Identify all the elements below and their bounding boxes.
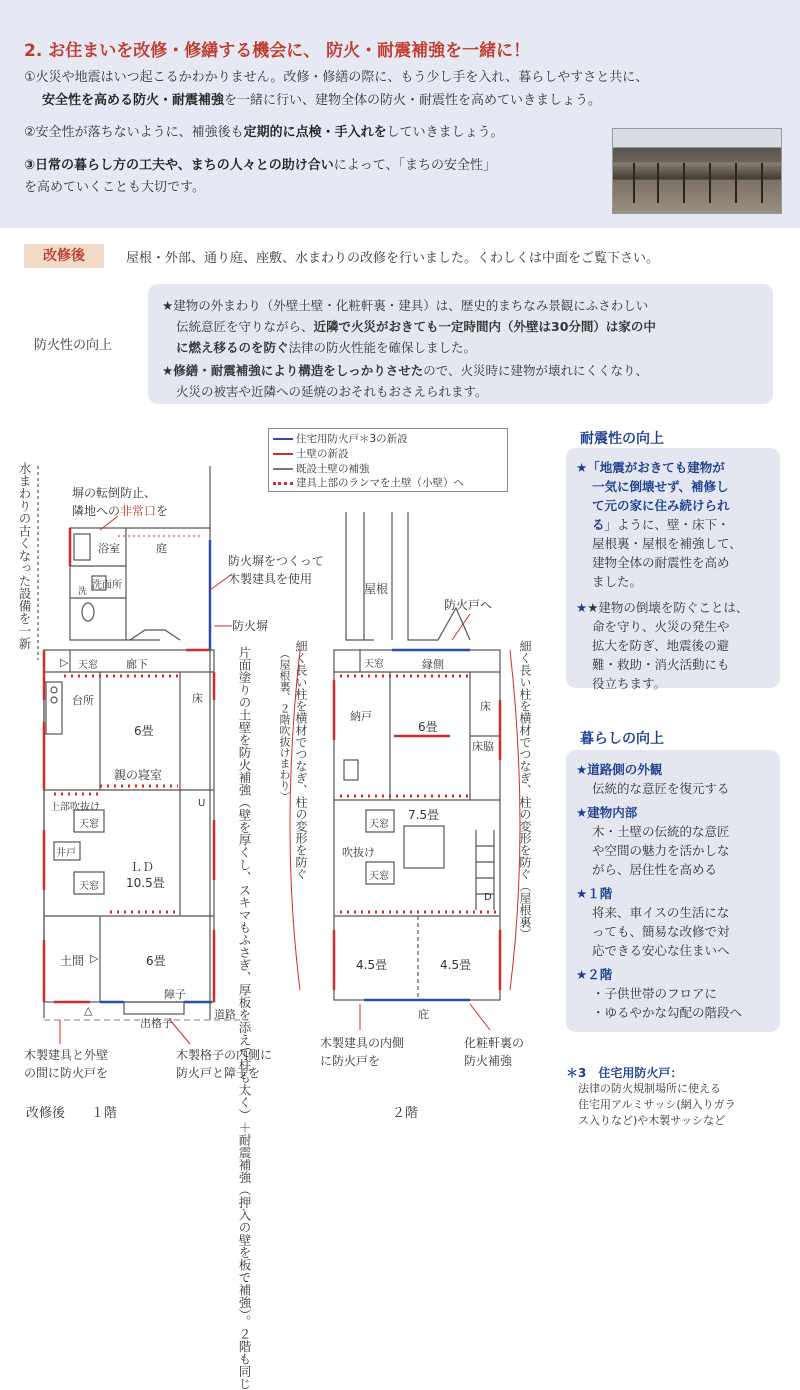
fire-label: 防火性の向上: [34, 338, 113, 353]
quake-c3: 拡大を防ぎ、地震後の避: [592, 638, 730, 653]
road-label: 道路: [214, 1008, 236, 1021]
plan1-note-b1a: 木製建具と外壁: [24, 1048, 109, 1062]
quake-b2: 一気に倒壊せず、補修し: [592, 479, 729, 494]
intro-line-5: を高めていくことも大切です。: [24, 180, 205, 195]
room-wash: 洗面所: [92, 580, 122, 591]
plan1-note-fence2: 木製建具を使用: [228, 572, 313, 586]
plan1-tri3: △: [84, 1004, 93, 1017]
plan1-note-wall1: 塀の転倒防止、: [72, 486, 157, 500]
fire-line-5: 火災の被害や近隣への延焼のおそれもおさえられます。: [176, 384, 488, 399]
life-title: 暮らしの向上: [580, 731, 664, 747]
life-t3b: っても、簡易な改修で対: [592, 924, 730, 939]
plan1-note-wall2b: 非常口: [120, 504, 157, 518]
life-h3: ★１階: [576, 886, 613, 901]
life-h1: ★道路側の外観: [576, 762, 663, 777]
after-tag: 改修後: [24, 244, 104, 268]
quake-b6: 建物全体の耐震性を高め: [592, 555, 730, 570]
room-engawa: 縁側: [422, 658, 444, 671]
footnote-l3: ス入りなど)や木製サッシなど: [578, 1114, 726, 1127]
fire-line-1: ★建物の外まわり（外壁土壁・化粧軒裏・建具）は、歴史的まちなみ景観にふさわしい: [162, 298, 649, 313]
plan1-note-b2b: 防火戸と障子を: [176, 1066, 261, 1080]
plan1-note-wall2: [72, 502, 168, 519]
legend-label-firedoor: 住宅用防火戸＊3の新設: [296, 433, 408, 445]
plan2-note-b1a: 木製建具の内側: [320, 1036, 405, 1050]
plan2-skylight-3: 天窓: [369, 871, 389, 882]
intro-line-2-bold: 安全性を高める防火・耐震補強: [42, 93, 225, 108]
life-t4a: ・子供世帯のフロアに: [592, 986, 718, 1001]
life-t2a: 木・土壁の伝統的な意匠: [592, 824, 730, 839]
quake-b7: ました。: [592, 574, 643, 589]
quake-c1: ★★建物の倒壊を防ぐことは、: [576, 600, 749, 615]
life-t2c: がら、居住性を高める: [592, 862, 718, 877]
intro-line-1: ①火災や地震はいつ起こるかわかりません。改修・修繕の際に、もう少し手を入れ、暮らしやすさと共に、: [24, 70, 649, 85]
legend-label-reinforce: 既設土壁の補強: [296, 463, 370, 475]
room-bath: 浴室: [98, 542, 120, 555]
fire-line-3-bold: に燃え移るのを防ぐ: [176, 340, 289, 355]
skylight-1: 天窓: [78, 660, 98, 671]
plan2-note-b1b: に防火戸を: [320, 1054, 381, 1068]
quake-b5: 屋根裏・屋根を補強して、: [592, 536, 742, 551]
plan1-tri2: ▷: [90, 952, 99, 965]
plan2-note-firedoor: 防火戸へ: [444, 598, 493, 612]
plan1-tri: ▷: [60, 656, 69, 669]
quake-title: 耐震性の向上: [580, 431, 664, 447]
room-koshi: 出格子: [140, 1017, 173, 1030]
life-t4b: ・ゆるやかな勾配の階段へ: [592, 1005, 743, 1020]
life-t3c: 応できる安心な住まいへ: [592, 943, 730, 958]
room-ld: ＬＤ: [130, 860, 155, 874]
skylight-2: 天窓: [79, 819, 99, 830]
quake-c1-text: ★建物の倒壊を防ぐことは、: [587, 600, 749, 615]
room-corridor: 廊下: [126, 658, 148, 671]
plan2-vnote-left2: （屋根裏、２階吹抜けまわり）: [278, 648, 291, 802]
room-kitchen: 台所: [72, 694, 94, 707]
room-ld-size: 10.5畳: [126, 876, 165, 890]
plan2-note-b2b: 防火補強: [464, 1054, 513, 1068]
well: 井戸: [56, 848, 76, 859]
plan1-note-b1b: の間に防火戸を: [24, 1066, 109, 1080]
room-doma: 土間: [60, 954, 85, 968]
fire-line-2-a: 伝統意匠を守りながら、: [176, 319, 314, 334]
room-shoji: 障子: [164, 988, 186, 1001]
intro-line-3-bold: 定期的に点検・手入れを: [243, 125, 387, 140]
room-4-5jo-1: 4.5畳: [356, 958, 388, 972]
legend-label-newwall: 土壁の新設: [296, 448, 349, 460]
room-6jo-p2: 6畳: [418, 720, 438, 734]
intro-line-2-rest: を一緒に行い、建物全体の防火・耐震性を高めていきましょう。: [224, 93, 602, 108]
quake-b4-bold: る: [592, 517, 605, 532]
quake-c4: 難・救助・消火活動にも: [592, 657, 730, 672]
plan1-note-fence-label: 防火塀: [232, 619, 269, 633]
room-wash-small: 洗: [78, 587, 88, 597]
fire-line-3-rest: 法律の防火性能を確保しました。: [288, 340, 477, 355]
quake-b4-rest: 」ように、壁・床下・: [604, 517, 730, 532]
life-h2: ★建物内部: [576, 805, 638, 820]
room-toko-p2: 床: [480, 700, 491, 713]
plan1-vnote-left: 水まわりの古くなった設備を一新: [17, 462, 32, 650]
plan2-roof: 屋根: [364, 582, 389, 596]
life-t3a: 将来、車イスの生活にな: [592, 905, 730, 920]
plan1-vnote-mid: 片面塗りの土壁を防火補強（壁を厚くし、スキマもふさぎ、厚板を添えて柱も太く）＋耐震補強（押入の壁を板で補強）。２階も同じ: [237, 646, 252, 1390]
legend-label-ramma: 建具上部のランマを土壁（小壁）へ: [296, 477, 464, 489]
plan2-note-b2a: 化粧軒裏の: [464, 1036, 525, 1050]
intro-line-4-rest: によって、「まちの安全性」: [333, 158, 496, 173]
room-master: 親の寝室: [114, 768, 163, 782]
room-6jo-2: 6畳: [146, 954, 166, 968]
life-t1: 伝統的な意匠を復元する: [592, 781, 730, 796]
skylight-3: 天窓: [79, 881, 99, 892]
intro-line-3-b: していきましょう。: [386, 125, 504, 140]
quake-c2: 命を守り、火災の発生や: [592, 619, 730, 634]
upper-fukinuke: 上部吹抜け: [50, 802, 100, 813]
fire-line-4-bold: ★修繕・耐震補強により構造をしっかりさせた: [162, 363, 424, 378]
intro-line-4-bold: ③日常の暮らし方の工夫や、まちの人々との助け合い: [24, 158, 334, 173]
room-garden: 庭: [156, 542, 167, 555]
room-tokowaki: 床脇: [472, 740, 494, 753]
intro-line-3-a: ②安全性が落ちないように、補強後も: [24, 125, 244, 140]
plan2-vnote-right: 細く長い柱を横材でつなぎ、柱の変形を防ぐ（屋根裏）: [518, 640, 532, 940]
plan2-walls: [334, 512, 500, 1000]
plan2-skylight-2: 天窓: [369, 819, 389, 830]
footnote-l1: 法律の防火規制場所に使える: [578, 1082, 721, 1095]
plan1-note-wall2c: を: [156, 504, 169, 518]
plan2-fukinuke: 吹抜け: [342, 846, 375, 859]
plan1-note-fence1: 防火塀をつくって: [228, 554, 324, 568]
room-4-5jo-2: 4.5畳: [440, 958, 472, 972]
fire-line-4-rest: ので、火災時に建物が壊れにくくなり、: [423, 363, 648, 378]
plan2-d: D: [484, 892, 492, 903]
after-text: 屋根・外部、通り庭、座敷、水まわりの改修を行いました。くわしくは中面をご覧下さい。: [126, 251, 660, 266]
plan1-note-wall2a: 隣地への: [72, 504, 121, 518]
quake-b3: て元の家に住み続けられ: [592, 498, 730, 513]
life-h4: ★２階: [576, 967, 613, 982]
quake-b1: ★「地震がおきても建物が: [576, 460, 725, 475]
fire-line-2-bold: 近隣で火災がおきても一定時間内（外壁は30分間）は家の中: [313, 319, 656, 334]
footnote-l2: 住宅用アルミサッシ(網入りガラ: [578, 1098, 736, 1111]
plan2-caption: ２階: [392, 1106, 419, 1121]
footnote-title: ＊3 住宅用防火戸：: [566, 1066, 683, 1080]
plan2-vnote-left: 細く長い柱を横材でつなぎ、柱の変形を防ぐ: [294, 640, 308, 880]
plan1-caption: 改修後 １階: [26, 1106, 118, 1121]
plan1-u: U: [198, 798, 206, 809]
section-title: 2. お住まいを改修・修繕する機会に、 防火・耐震補強を一緒に！: [24, 41, 531, 61]
life-t2b: や空間の魅力を活かしな: [592, 843, 730, 858]
room-toko-1: 床: [192, 692, 203, 705]
room-eaves: 庇: [418, 1008, 429, 1021]
room-6jo-1: 6畳: [134, 724, 154, 738]
room-nando: 納戸: [350, 710, 372, 723]
room-7-5jo: 7.5畳: [408, 808, 440, 822]
plan2-skylight-1: 天窓: [364, 659, 384, 670]
plan2-new-walls: [334, 680, 500, 990]
quake-c5: 役立ちます。: [592, 676, 667, 691]
plan1-note-b2a: 木製格子の内側に: [176, 1048, 273, 1062]
